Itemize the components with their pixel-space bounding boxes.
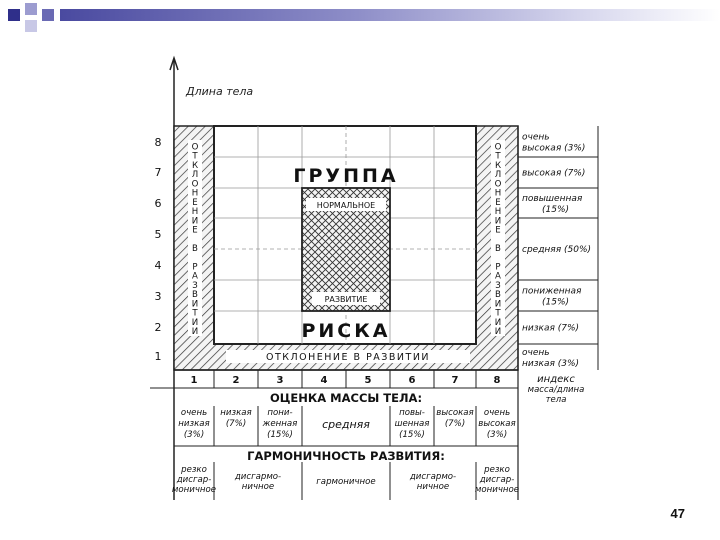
length-category-label: (15%)	[542, 297, 570, 308]
mass-category-label: (15%)	[399, 430, 425, 440]
y-tick-labels	[155, 136, 162, 363]
x-tick-label: 6	[408, 375, 416, 386]
mass-category-label: высокая	[478, 419, 516, 429]
length-categories	[518, 133, 598, 370]
y-tick-label: 6	[154, 197, 162, 210]
x-tick-label: 2	[232, 375, 240, 386]
harmony-category-label: резко	[181, 465, 207, 475]
harmony-category-label: ничное	[416, 482, 450, 492]
risk-label-top: ГРУППА	[293, 165, 399, 187]
x-tick-label: 3	[276, 375, 284, 386]
harmony-category-label: дисгармо-	[409, 472, 457, 482]
mass-category-label: (15%)	[267, 430, 293, 440]
length-category-label: очень	[522, 348, 550, 358]
mass-category-label: (7%)	[225, 419, 247, 429]
mass-category-label: женная	[262, 419, 298, 429]
harmony-category-label: дисгармо-	[234, 472, 282, 482]
y-tick-label: 2	[154, 321, 162, 334]
length-category-label: низкая (7%)	[522, 323, 580, 334]
x-axis-label-line: масса/длина	[527, 385, 585, 395]
y-tick-label: 3	[154, 290, 162, 303]
harmony-category-label: дисгар-	[479, 475, 515, 485]
x-axis-label	[528, 374, 585, 405]
harmony-assessment	[172, 449, 519, 500]
mass-category-label: (7%)	[444, 419, 466, 429]
mass-category-label: (3%)	[486, 430, 508, 440]
length-category-label: (15%)	[542, 205, 570, 215]
length-category-label: высокая (3%)	[522, 143, 586, 154]
y-tick-label: 7	[154, 166, 162, 179]
x-tick-label: 4	[320, 375, 328, 386]
mass-category-label: повы-	[399, 408, 425, 418]
mass-category-label: низкая	[178, 419, 210, 429]
harmony-category-label: ничное	[241, 482, 275, 492]
y-tick-label: 4	[154, 259, 162, 272]
mass-category-label: (3%)	[183, 430, 205, 440]
deviation-label-left: О Т К Л О Н Е Н И Е В Р А З В И Т И И	[191, 142, 199, 338]
x-tick-labels	[191, 370, 501, 388]
page-number: 47	[670, 506, 685, 521]
length-category-label: пониженная	[522, 286, 582, 297]
length-category-label: очень	[522, 132, 550, 143]
x-tick-label: 8	[493, 375, 501, 386]
mass-category-label: очень	[483, 408, 511, 418]
length-category-label: средняя (50%)	[522, 245, 592, 255]
harmony-title: ГАРМОНИЧНОСТЬ РАЗВИТИЯ:	[247, 449, 445, 463]
mass-category-label: шенная	[394, 419, 430, 429]
y-tick-label: 1	[154, 350, 162, 363]
y-axis-label: Длина тела	[186, 85, 254, 98]
deviation-label-bottom: ОТКЛОНЕНИЕ В РАЗВИТИИ	[265, 352, 431, 363]
mass-category-label: средняя	[322, 418, 370, 431]
mass-title: ОЦЕНКА МАССЫ ТЕЛА:	[269, 391, 423, 405]
y-tick-label: 8	[154, 136, 162, 149]
y-tick-label: 5	[154, 228, 162, 241]
x-axis-label-line: индекс	[537, 374, 575, 385]
x-axis-label-line: тела	[545, 395, 567, 405]
mass-category-label: высокая	[436, 408, 474, 418]
harmony-category-label: дисгар-	[176, 475, 212, 485]
harmony-category-label: моничное	[474, 485, 520, 495]
deviation-label-right: О Т К Л О Н Е Н И Е В Р А З В И Т И И	[494, 142, 502, 338]
mass-assessment	[178, 391, 515, 446]
harmony-category-label: резко	[484, 465, 510, 475]
mass-category-label: низкая	[220, 408, 252, 418]
normal-label-top: НОРМАЛЬНОЕ	[316, 201, 376, 210]
x-tick-label: 1	[190, 375, 198, 386]
x-tick-label: 7	[451, 375, 459, 386]
mass-category-label: очень	[180, 408, 208, 418]
harmony-category-label: гармоничное	[316, 477, 376, 487]
x-tick-label: 5	[364, 375, 372, 386]
harmony-category-label: моничное	[171, 485, 217, 495]
length-category-label: низкая (3%)	[522, 359, 580, 369]
length-category-label: высокая (7%)	[522, 168, 586, 179]
normal-label-bottom: РАЗВИТИЕ	[324, 295, 368, 304]
length-category-label: повышенная	[522, 194, 583, 204]
risk-label-bottom: РИСКА	[301, 320, 391, 342]
mass-category-label: пони-	[267, 408, 293, 418]
